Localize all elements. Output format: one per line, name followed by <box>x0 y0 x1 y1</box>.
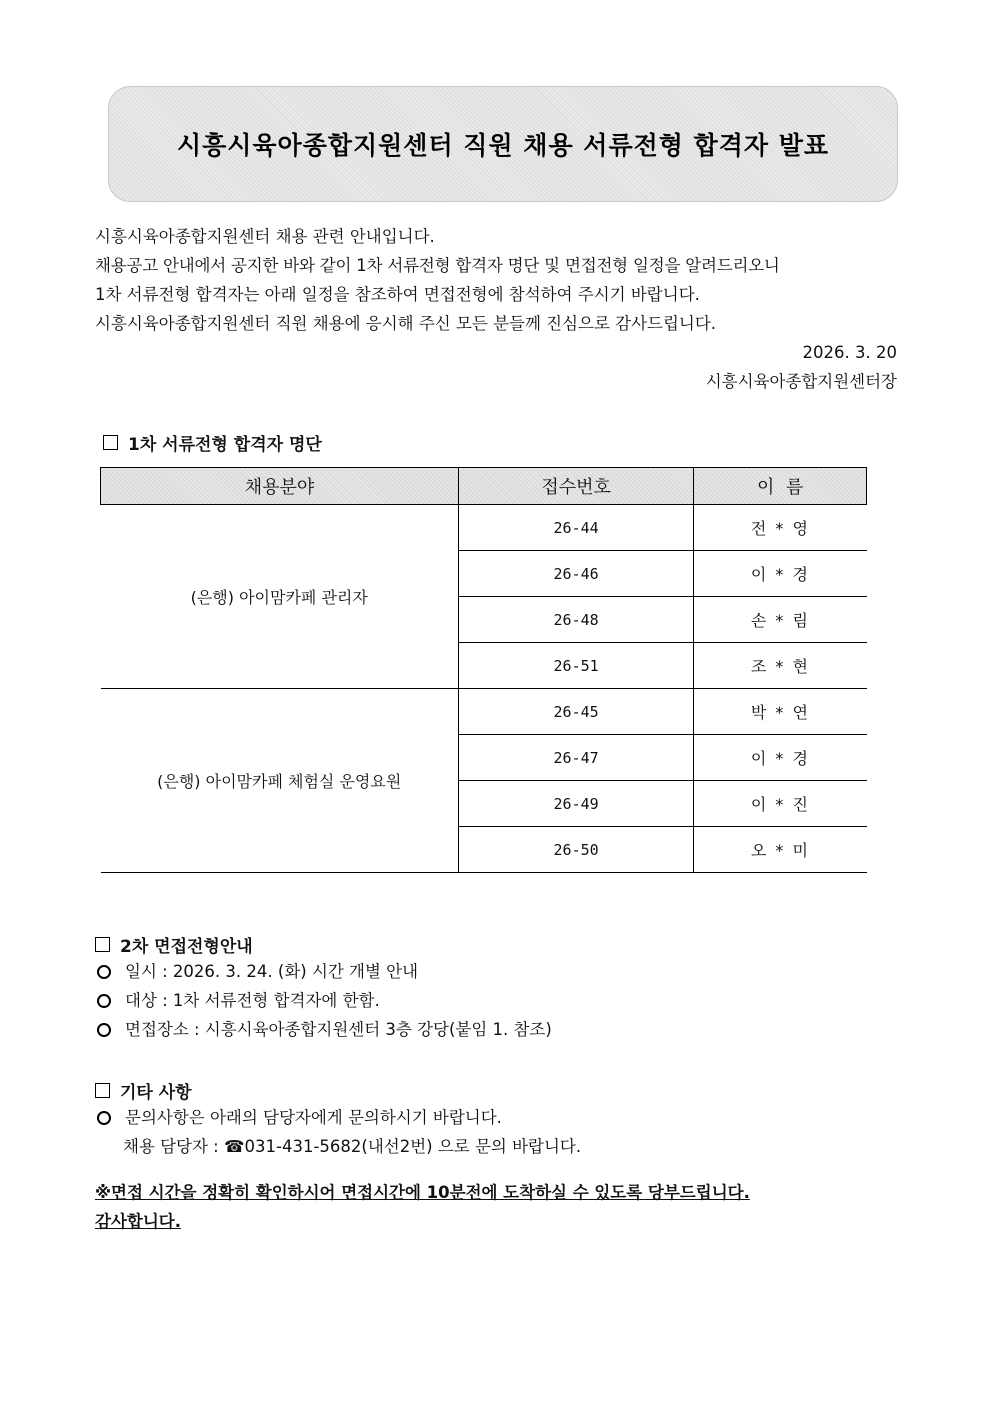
table-row <box>101 689 867 735</box>
intro-line: 시흥시육아종합지원센터 직원 채용에 응시해 주신 모든 분들께 진심으로 감사드립니다. <box>95 314 717 333</box>
notice-thanks: 감사합니다. <box>95 1212 181 1231</box>
section1-heading <box>103 430 322 455</box>
name-cell: 박 * 연 <box>694 689 867 735</box>
col-header-field: 채용분야 <box>101 468 459 505</box>
interview-date: 일시 : 2026. 3. 24. (화) 시간 개별 안내 <box>125 962 419 981</box>
checkbox-square-icon <box>95 937 110 952</box>
table-row <box>101 505 867 551</box>
name-cell: 이 * 경 <box>694 735 867 781</box>
col-header-number: 접수번호 <box>458 468 693 505</box>
field-cell: (은행) 아이맘카페 체험실 운영요원 <box>101 689 459 873</box>
page-title: 시흥시육아종합지원센터 직원 채용 서류전형 합격자 발표 <box>176 131 830 160</box>
intro-line: 1차 서류전형 합격자는 아래 일정을 참조하여 면접전형에 참석하여 주시기 바랍니다. <box>95 285 700 304</box>
number-cell: 26-48 <box>458 597 693 643</box>
name-cell: 전 * 영 <box>694 505 867 551</box>
name-cell: 오 * 미 <box>694 827 867 873</box>
name-cell: 손 * 림 <box>694 597 867 643</box>
passers-table <box>100 467 867 873</box>
circle-bullet-icon <box>97 994 111 1008</box>
other-info-list <box>95 1103 581 1161</box>
name-cell: 이 * 진 <box>694 781 867 827</box>
interview-info-list <box>95 957 552 1044</box>
intro-line: 채용공고 안내에서 공지한 바와 같이 1차 서류전형 합격자 명단 및 면접전형 일정을 알려드리오니 <box>95 256 780 275</box>
interview-location: 면접장소 : 시흥시육아종합지원센터 3층 강당(붙임 1. 참조) <box>125 1020 552 1039</box>
section3-heading <box>95 1078 192 1103</box>
section2-heading <box>95 932 253 957</box>
section3-heading-text: 기타 사항 <box>120 1083 192 1103</box>
list-item <box>95 957 552 986</box>
notice-line: ※면접 시간을 정확히 확인하시어 면접시간에 10분전에 도착하실 수 있도록 당부드립니다. <box>95 1183 750 1202</box>
list-item <box>95 1015 552 1044</box>
checkbox-square-icon <box>95 1083 110 1098</box>
number-cell: 26-51 <box>458 643 693 689</box>
inquiry-text: 문의사항은 아래의 담당자에게 문의하시기 바랍니다. <box>125 1108 502 1127</box>
checkbox-square-icon <box>103 435 118 450</box>
number-cell: 26-44 <box>458 505 693 551</box>
circle-bullet-icon <box>97 1023 111 1037</box>
intro-line: 시흥시육아종합지원센터 채용 관련 안내입니다. <box>95 227 435 246</box>
list-item <box>95 1103 581 1132</box>
interview-target: 대상 : 1차 서류전형 합격자에 한함. <box>125 991 380 1010</box>
contact-line <box>95 1132 581 1161</box>
name-cell: 이 * 경 <box>694 551 867 597</box>
contact-text: 채용 담당자 : ☎031-431-5682(내선2번) 으로 문의 바랍니다. <box>123 1137 582 1156</box>
list-item <box>95 986 552 1015</box>
signer: 시흥시육아종합지원센터장 <box>705 372 897 391</box>
circle-bullet-icon <box>97 1111 111 1125</box>
section2-heading-text: 2차 면접전형안내 <box>120 937 253 957</box>
section1-heading-text: 1차 서류전형 합격자 명단 <box>128 435 322 455</box>
number-cell: 26-47 <box>458 735 693 781</box>
field-cell: (은행) 아이맘카페 관리자 <box>101 505 459 689</box>
col-header-name: 이 름 <box>694 468 867 505</box>
intro-paragraph <box>95 222 897 396</box>
title-banner <box>108 86 898 202</box>
number-cell: 26-46 <box>458 551 693 597</box>
notice-block <box>95 1178 750 1236</box>
number-cell: 26-50 <box>458 827 693 873</box>
name-cell: 조 * 현 <box>694 643 867 689</box>
announce-date: 2026. 3. 20 <box>802 343 897 362</box>
circle-bullet-icon <box>97 965 111 979</box>
number-cell: 26-45 <box>458 689 693 735</box>
number-cell: 26-49 <box>458 781 693 827</box>
